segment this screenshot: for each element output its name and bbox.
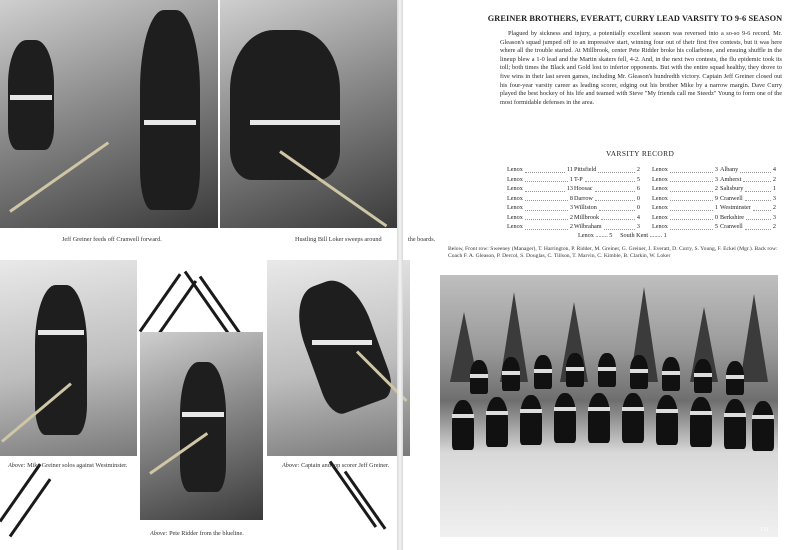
decorative-line: [0, 463, 41, 522]
record-row: Lenox 1: [507, 175, 573, 183]
record-row: Westminster 2: [720, 204, 776, 211]
record-row: Albany 4: [720, 166, 776, 173]
record-row: Cranwell 2: [720, 223, 776, 230]
record-row: Lenox 3: [652, 166, 718, 173]
record-row: Salisbury 1: [720, 185, 776, 192]
photo-loker-sweeps: [220, 0, 397, 228]
record-row: Lenox 8: [507, 194, 573, 202]
record-row: T-P 5: [574, 175, 640, 183]
record-row: Lenox 3: [507, 204, 573, 211]
page-number: 131: [760, 527, 769, 533]
caption-mike-greiner: Above: Mike Greiner solos against Westminster.: [8, 462, 128, 469]
photo-jeff-greiner-feeds: [0, 0, 218, 228]
photo-captain-jeff-greiner: [267, 260, 410, 456]
record-row: Millbrook 4: [574, 213, 640, 221]
record-row: Darrow 0: [574, 194, 640, 202]
record-row: Lenox 0: [652, 213, 718, 221]
record-row: Lenox 13: [507, 185, 573, 192]
record-row: Lenox 2: [652, 185, 718, 192]
record-row: Wilbraham 3: [574, 223, 640, 230]
record-row: Williston 0: [574, 204, 640, 211]
record-row: Lenox 11: [507, 166, 573, 173]
article-body: Plagued by sickness and injury, a potentially excellent season was reversed into a so-so 9-6 record. Mr. Gleason's squad jumped off to an impressive start, winning four out of their first five contests, but it was here where all the trouble started. At Millbrook, center Pete Ridder broke his collarbone, and ensuing shuffle in the lineup blew a 1-0 lead and the Martin skaters fell, 4-2. And, in the next two contests, the flu epidemic took its toll; both times the Black and Gold lost to inferior opponents. But with the entire squad healthy, they drove to five wins in their last seven games, including Mr. Gleason's hundredth victory. Captain Jeff Greiner closed out his four-year varsity career as leading scorer, edging out his brother Mike by a narrow margin. Dave Curry played the best hockey of his life and teamed with Steve "My friends call me Steedz" Young to form one of the most formidable defenses in the area.: [500, 30, 782, 106]
record-column-1: [507, 165, 573, 232]
photo-pete-ridder: [140, 332, 263, 520]
decorative-line: [9, 478, 52, 537]
record-row: Hoosac 6: [574, 185, 640, 192]
record-row: Lenox 9: [652, 194, 718, 202]
record-row: Amherst 2: [720, 175, 776, 183]
photo-mike-greiner-solos: [0, 260, 137, 456]
caption-loker-sweeps-cont: the boards.: [408, 236, 436, 243]
record-title: VARSITY RECORD: [606, 149, 675, 158]
record-row: Pittsfield 2: [574, 166, 640, 173]
decorative-line: [139, 273, 182, 332]
record-row: Lenox 1: [652, 204, 718, 211]
record-column-4: [720, 165, 776, 232]
record-column-3: [652, 165, 718, 232]
photo-varsity-team: [440, 275, 778, 537]
page-spine: [397, 0, 403, 550]
decorative-line: [329, 461, 377, 528]
team-photo-caption: Below, Front row: Sweeney (Manager), T. Harrington, P. Ridder, M. Greiner, G. Greiner, J. Everatt, D. Curry, S. Young, F. Eckel (Mgr.). Back row: Coach F. A. Gleason, P. Dercol, S. Douglas, C. Tillson, T. Marvin, C. Kimble, B. Clarkin, W. Loker: [448, 246, 778, 259]
record-column-2: [574, 165, 640, 232]
record-row: Berkshire 3: [720, 213, 776, 221]
caption-captain-jeff-greiner: Above: Captain and top scorer Jeff Greiner.: [282, 462, 390, 469]
caption-jeff-greiner-feeds: Jeff Greiner feeds off Cranwell forward.: [62, 236, 162, 243]
record-row: Lenox 2: [507, 213, 573, 221]
record-row: Lenox 3: [652, 175, 718, 183]
record-row: Lenox 5: [652, 223, 718, 230]
record-row: Lenox 2: [507, 223, 573, 230]
caption-pete-ridder: Above: Pete Ridder from the blueline.: [150, 530, 244, 537]
record-final-game: Lenox ........ 5 South Kent ........ 1: [578, 232, 667, 239]
caption-loker-sweeps: Hustling Bill Loker sweeps around: [295, 236, 382, 243]
decorative-line: [344, 471, 387, 530]
article-headline: GREINER BROTHERS, EVERATT, CURRY LEAD VARSITY TO 9-6 SEASON: [487, 14, 783, 23]
record-row: Cranwell 3: [720, 194, 776, 202]
